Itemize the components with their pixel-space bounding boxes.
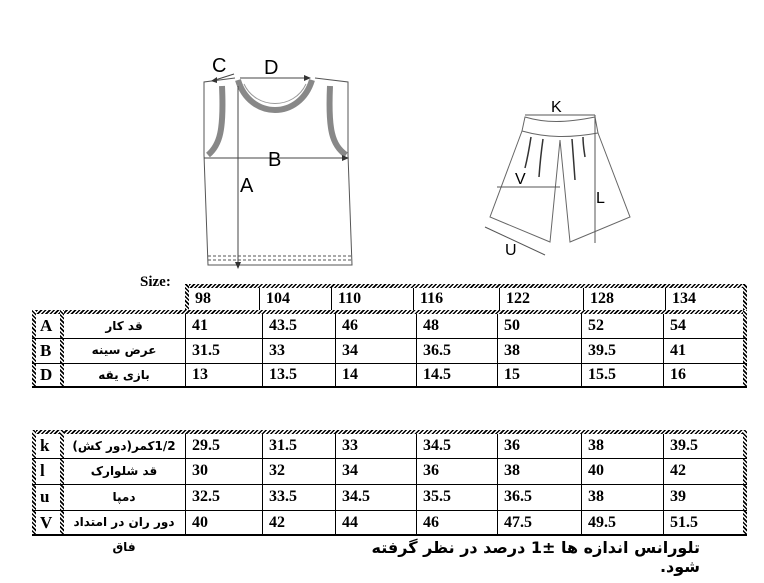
row-label: عرض سینه xyxy=(91,343,157,357)
value-cell: 31.5 xyxy=(262,434,335,458)
value-cell: 15 xyxy=(497,363,581,387)
label-B: B xyxy=(268,149,282,171)
value-cell: 38 xyxy=(581,484,663,510)
value-cell: 31.5 xyxy=(185,338,262,363)
value-cell: 38 xyxy=(581,434,663,458)
value-cell: 38 xyxy=(497,458,581,484)
label-A: A xyxy=(240,175,254,197)
row-letter: l xyxy=(40,461,45,480)
value-cell: 43.5 xyxy=(262,314,335,338)
table-row xyxy=(32,338,747,363)
table-row xyxy=(32,458,747,484)
value-cell: 36.5 xyxy=(497,484,581,510)
value-cell: 33 xyxy=(262,338,335,363)
value-cell: 44 xyxy=(335,510,416,535)
value-cell: 35.5 xyxy=(416,484,497,510)
value-cell: 38 xyxy=(497,338,581,363)
value-cell: 16 xyxy=(663,363,743,387)
label-K: K xyxy=(551,99,562,116)
value-cell: 47.5 xyxy=(497,510,581,535)
table-row xyxy=(32,314,747,338)
value-cell: 39.5 xyxy=(663,434,743,458)
row-letter: k xyxy=(40,436,50,455)
row-letter: B xyxy=(40,341,52,360)
row-label: قد شلوارک xyxy=(90,464,158,478)
value-cell: 13.5 xyxy=(262,363,335,387)
value-cell: 40 xyxy=(185,510,262,535)
size-header-cell: 104 xyxy=(259,288,331,310)
hatched-border xyxy=(743,284,747,310)
row-letter: u xyxy=(40,487,50,506)
shorts-size-table xyxy=(32,430,747,554)
value-cell: 34.5 xyxy=(335,484,416,510)
value-cell: 40 xyxy=(581,458,663,484)
value-cell: 13 xyxy=(185,363,262,387)
value-cell: 14 xyxy=(335,363,416,387)
label-L: L xyxy=(596,190,605,207)
row-label: دمپا xyxy=(112,490,136,504)
row-label: قد کار xyxy=(105,319,143,333)
row-letter: A xyxy=(40,316,53,335)
row-label: 1/2کمر(دور کش) xyxy=(72,439,176,453)
value-cell: 48 xyxy=(416,314,497,338)
size-header-cell: 110 xyxy=(331,288,413,310)
table-row xyxy=(32,434,747,458)
value-cell: 36 xyxy=(497,434,581,458)
value-cell: 32 xyxy=(262,458,335,484)
value-cell: 49.5 xyxy=(581,510,663,535)
value-cell: 52 xyxy=(581,314,663,338)
row-label: دور ران در امتداد فاق xyxy=(73,515,175,554)
value-cell: 29.5 xyxy=(185,434,262,458)
value-cell: 50 xyxy=(497,314,581,338)
table-row xyxy=(32,510,747,554)
value-cell: 46 xyxy=(335,314,416,338)
table-bottom-border xyxy=(32,386,747,388)
row-letter: D xyxy=(40,365,53,384)
table-row xyxy=(32,363,747,387)
value-cell: 54 xyxy=(663,314,743,338)
value-cell: 42 xyxy=(663,458,743,484)
tank-top-diagram xyxy=(200,50,360,270)
row-letter: V xyxy=(40,513,53,532)
size-header-cell: 116 xyxy=(413,288,499,310)
value-cell: 39.5 xyxy=(581,338,663,363)
value-cell: 33.5 xyxy=(262,484,335,510)
size-header-cell: 134 xyxy=(665,288,743,310)
value-cell: 51.5 xyxy=(663,510,743,535)
size-header-cell: 122 xyxy=(499,288,583,310)
table-row xyxy=(32,484,747,510)
value-cell: 15.5 xyxy=(581,363,663,387)
shorts-diagram xyxy=(475,95,640,260)
value-cell: 34.5 xyxy=(416,434,497,458)
row-label: بازی یقه xyxy=(98,368,150,382)
value-cell: 41 xyxy=(663,338,743,363)
value-cell: 33 xyxy=(335,434,416,458)
label-V: V xyxy=(515,171,526,188)
value-cell: 36.5 xyxy=(416,338,497,363)
value-cell: 30 xyxy=(185,458,262,484)
size-header-cell: 128 xyxy=(583,288,665,310)
size-header-row xyxy=(185,284,747,310)
size-header-cell: 98 xyxy=(195,290,211,307)
value-cell: 41 xyxy=(185,314,262,338)
label-D: D xyxy=(264,57,279,79)
value-cell: 39 xyxy=(663,484,743,510)
value-cell: 36 xyxy=(416,458,497,484)
value-cell: 42 xyxy=(262,510,335,535)
value-cell: 14.5 xyxy=(416,363,497,387)
table-bottom-border xyxy=(32,534,747,536)
size-label: Size: xyxy=(140,274,171,290)
value-cell: 34 xyxy=(335,458,416,484)
value-cell: 32.5 xyxy=(185,484,262,510)
tolerance-note: تلورانس اندازه ها ±1 درصد در نظر گرفته شود. xyxy=(371,538,700,576)
value-cell: 34 xyxy=(335,338,416,363)
label-U: U xyxy=(505,242,517,259)
label-C: C xyxy=(212,55,227,77)
value-cell: 46 xyxy=(416,510,497,535)
tank-top-size-table xyxy=(32,310,747,388)
